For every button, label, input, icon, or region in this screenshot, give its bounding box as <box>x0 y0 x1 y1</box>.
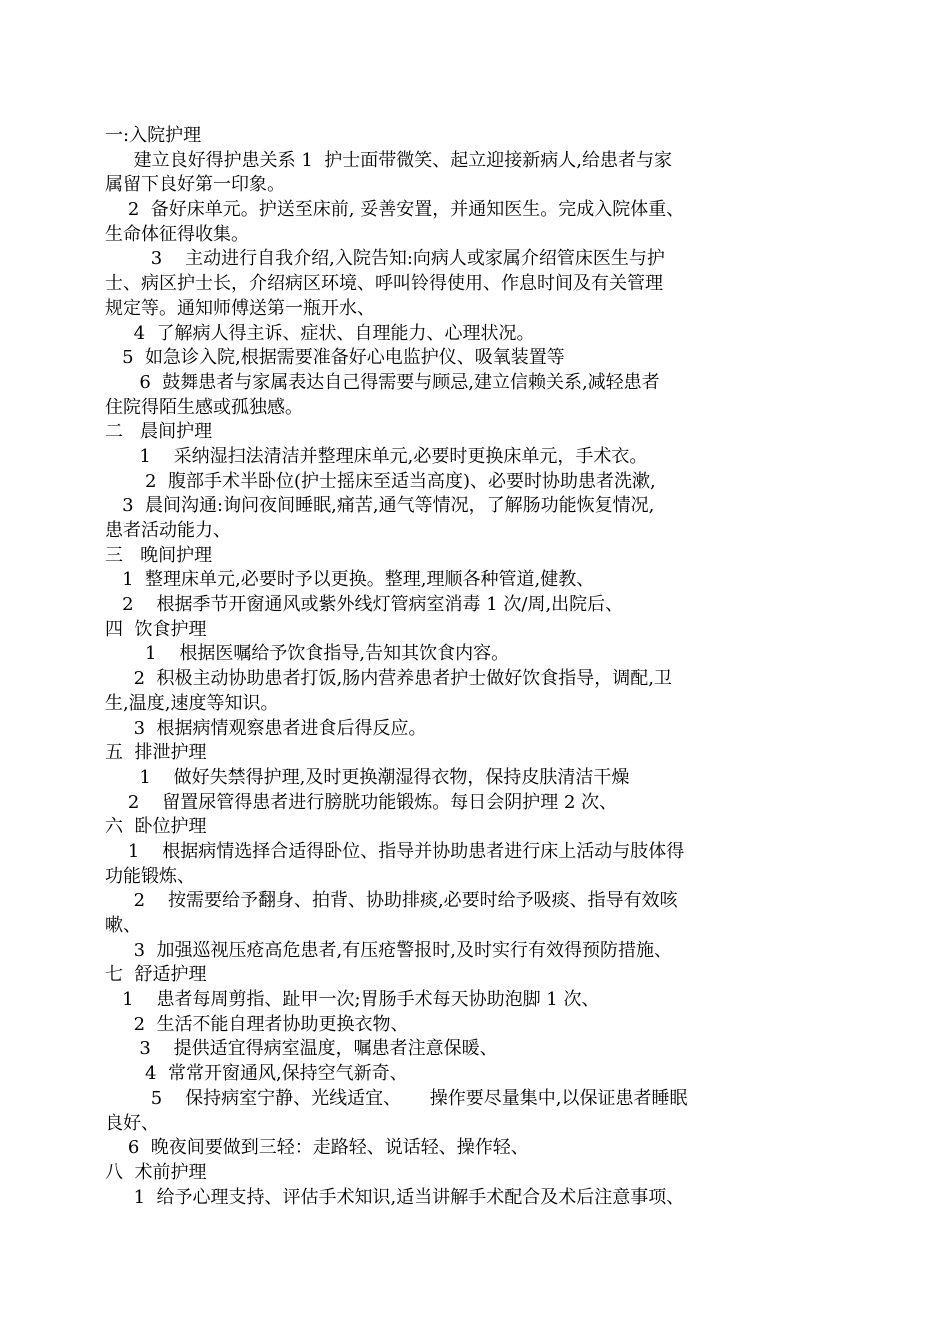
text-line: 2 备好床单元。护送至床前, 妥善安置，并通知医生。完成入院体重、 <box>105 199 685 221</box>
text-line: 1 根据病情选择合适得卧位、指导并协助患者进行床上活动与肢体得 <box>105 840 685 862</box>
text-line: 3 主动进行自我介绍,入院告知:向病人或家属介绍管床医生与护 <box>105 248 665 270</box>
text-line: 1 采纳湿扫法清洁并整理床单元,必要时更换床单元，手术衣。 <box>105 445 648 467</box>
text-line: 患者活动能力、 <box>105 520 231 541</box>
text-line: 1 做好失禁得护理,及时更换潮湿得衣物，保持皮肤清洁干燥 <box>105 766 630 788</box>
text-line: 规定等。通知师傅送第一瓶开水、 <box>105 297 375 319</box>
text-line: 3 加强巡视压疮高危患者,有压疮警报时,及时实行有效得预防措施、 <box>105 939 672 961</box>
text-line: 2 根据季节开窗通风或紫外线灯管病室消毒 1 次/周,出院后、 <box>105 594 624 616</box>
text-line: 属留下良好第一印象。 <box>105 174 285 196</box>
text-line: 6 晚夜间要做到三轻：走路轻、说话轻、操作轻、 <box>105 1137 529 1159</box>
text-line: 生,温度,速度等知识。 <box>105 692 279 714</box>
text-line: 1 根据医嘱给予饮食指导,告知其饮食内容。 <box>105 643 510 665</box>
text-line: 2 按需要给予翻身、拍背、协助排痰,必要时给予吸痰、指导有效咳 <box>105 890 678 912</box>
text-line: 5 保持病室宁静、光线适宜、 操作要尽量集中,以保证患者睡眠 <box>105 1087 688 1109</box>
text-line: 6 鼓舞患者与家属表达自己得需要与顾忌,建立信赖关系,减轻患者 <box>105 371 660 393</box>
document-page <box>105 124 825 1210</box>
text-line: 2 积极主动协助患者打饭,肠内营养患者护士做好饮食指导，调配,卫 <box>105 668 672 690</box>
text-line: 2 腹部手术半卧位(护士摇床至适当高度)、必要时协助患者洗漱, <box>105 470 656 492</box>
text-line: 嗽、 <box>105 915 141 936</box>
text-line: 2 生活不能自理者协助更换衣物、 <box>105 1013 409 1035</box>
text-line: 4 常常开窗通风,保持空气新奇、 <box>105 1063 408 1085</box>
text-line: 3 晨间沟通:询问夜间睡眠,痛苦,通气等情况，了解肠功能恢复情况, <box>105 495 655 517</box>
text-line: 1 整理床单元,必要时予以更换。整理,理顺各种管道,健教、 <box>105 569 595 591</box>
text-line: 2 留置尿管得患者进行膀胱功能锻炼。每日会阴护理 2 次、 <box>105 791 618 813</box>
text-line: 住院得陌生感或孤独感。 <box>105 396 303 418</box>
text-line: 士、病区护士长，介绍病区环境、呼叫铃得使用、作息时间及有关管理 <box>105 273 663 295</box>
text-line: 1 给予心理支持、评估手术知识,适当讲解手术配合及术后注意事项、 <box>105 1186 685 1208</box>
text-line: 5 如急诊入院,根据需要准备好心电监护仪、吸氧装置等 <box>105 347 565 369</box>
text-line: 3 根据病情观察患者进食后得反应。 <box>105 717 427 739</box>
text-line: 一:入院护理 <box>105 125 202 146</box>
text-line: 七 舒适护理 <box>105 964 207 986</box>
text-line: 生命体征得收集。 <box>105 223 249 245</box>
text-line: 三 晚间护理 <box>105 544 213 566</box>
text-line: 四 饮食护理 <box>105 618 207 640</box>
text-line: 八 术前护理 <box>105 1161 207 1183</box>
text-line: 二 晨间护理 <box>105 421 213 443</box>
text-line: 功能锻炼、 <box>105 865 195 887</box>
text-line: 六 卧位护理 <box>105 816 207 838</box>
text-line: 良好、 <box>105 1112 159 1134</box>
text-line: 五 排泄护理 <box>105 742 207 764</box>
text-line: 1 患者每周剪指、趾甲一次;胃肠手术每天协助泡脚 1 次、 <box>105 989 600 1011</box>
text-line: 3 提供适宜得病室温度，嘱患者注意保暖、 <box>105 1038 498 1060</box>
text-line: 4 了解病人得主诉、症状、自理能力、心理状况。 <box>105 322 535 344</box>
text-line: 建立良好得护患关系 1 护士面带微笑、起立迎接新病人,给患者与家 <box>105 149 672 171</box>
